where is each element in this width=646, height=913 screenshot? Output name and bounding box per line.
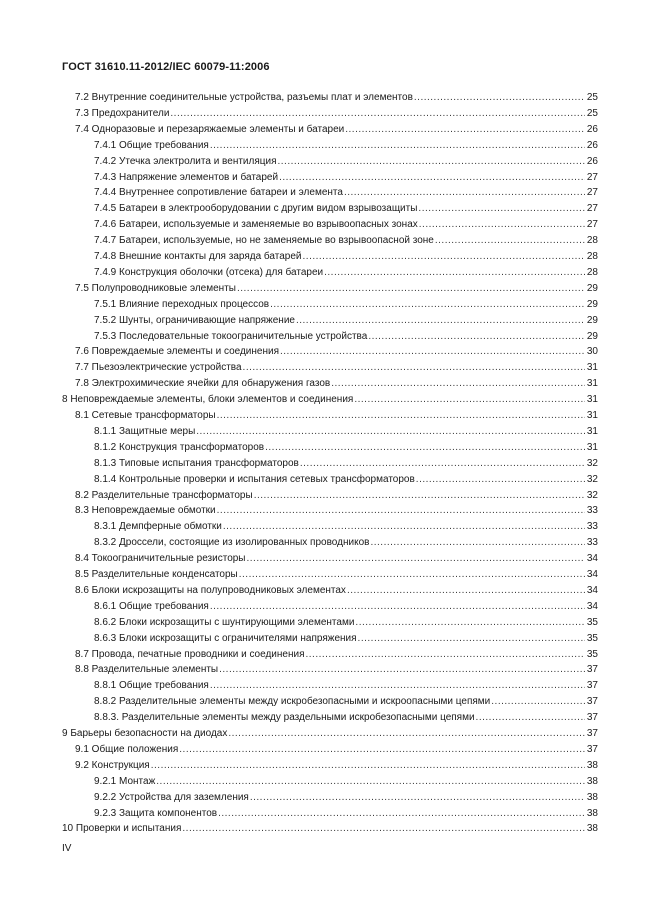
toc-entry[interactable] — [94, 186, 598, 200]
toc-entry[interactable] — [94, 807, 598, 821]
toc-dot-leader — [345, 123, 585, 137]
toc-dot-leader — [416, 473, 585, 487]
toc-entry-title: 7.4.4 Внутреннее сопротивление батареи и элемента — [94, 187, 343, 199]
toc-entry-title: 7.5.2 Шунты, ограничивающие напряжение — [94, 314, 295, 326]
toc-dot-leader — [305, 648, 585, 662]
toc-entry-page: 30 — [586, 346, 598, 358]
toc-entry-page: 38 — [586, 823, 598, 835]
toc-dot-leader — [476, 711, 585, 725]
toc-entry-title: 7.4.9 Конструкция оболочки (отсека) для батареи — [94, 266, 324, 278]
toc-dot-leader — [196, 425, 585, 439]
toc-dot-leader — [303, 250, 585, 264]
toc-entry[interactable] — [62, 822, 598, 836]
toc-entry-title: 8.1.3 Типовые испытания трансформаторов — [94, 457, 299, 469]
toc-entry[interactable] — [94, 171, 598, 185]
toc-entry-page: 37 — [586, 664, 598, 676]
toc-entry-title: 7.4.3 Напряжение элементов и батарей — [94, 171, 279, 183]
toc-entry[interactable] — [75, 409, 598, 423]
toc-entry-page: 34 — [586, 584, 598, 596]
toc-dot-leader — [237, 282, 585, 296]
toc-entry-title: 8.3 Неповреждаемые обмотки — [75, 505, 216, 517]
toc-entry-title: 9.2.3 Защита компонентов — [94, 807, 218, 819]
toc-entry-page: 37 — [586, 728, 598, 739]
toc-entry-title: 7.3 Предохранители — [75, 107, 170, 119]
toc-entry-title: 7.4.7 Батареи, используемые, но не заменяемые во взрывоопасной зоне — [94, 235, 434, 247]
toc-entry-page: 31 — [586, 425, 598, 437]
toc-entry[interactable] — [75, 584, 598, 598]
toc-entry[interactable] — [94, 441, 598, 455]
toc-dot-leader — [217, 504, 585, 518]
toc-entry[interactable] — [75, 489, 598, 503]
toc-entry-title: 7.7 Пьезоэлектрические устройства — [75, 362, 242, 374]
toc-entry-title: 8.6.2 Блоки искрозащиты с шунтирующими элементами — [94, 616, 355, 628]
toc-dot-leader — [296, 314, 585, 328]
toc-entry-title: 7.8 Электрохимические ячейки для обнаружения газов — [75, 378, 331, 390]
toc-entry-page: 35 — [586, 616, 598, 628]
toc-entry-title: 7.2 Внутренние соединительные устройства, разъемы плат и элементов — [75, 92, 413, 103]
toc-entry-page: 27 — [586, 171, 598, 183]
toc-entry-page: 37 — [586, 743, 598, 755]
toc-entry-title: 8.8 Разделительные элементы — [75, 664, 219, 676]
toc-dot-leader — [250, 791, 585, 805]
toc-entry-title: 8.6.1 Общие требования — [94, 600, 209, 612]
toc-dot-leader — [370, 536, 585, 550]
toc-entry[interactable] — [62, 393, 598, 407]
toc-entry-page: 27 — [586, 203, 598, 215]
toc-entry-page: 37 — [586, 712, 598, 724]
toc-entry-title: 8.3.2 Дроссели, состоящие из изолированных проводников — [94, 537, 370, 549]
toc-entry[interactable] — [75, 123, 598, 137]
toc-entry[interactable] — [94, 536, 598, 550]
toc-entry[interactable] — [94, 791, 598, 805]
toc-entry-page: 38 — [586, 791, 598, 803]
toc-entry-page: 34 — [586, 600, 598, 612]
toc-entry[interactable] — [75, 377, 598, 391]
toc-entry-page: 38 — [586, 775, 598, 787]
toc-entry-page: 34 — [586, 553, 598, 565]
toc-entry-title: 7.4.8 Внешние контакты для заряда батарей — [94, 251, 302, 262]
toc-entry-title: 8.6 Блоки искрозащиты на полупроводниковых элементах — [75, 584, 346, 596]
toc-entry-title: 7.5.1 Влияние переходных процессов — [94, 298, 270, 310]
toc-entry[interactable] — [75, 552, 598, 566]
toc-entry[interactable] — [94, 425, 598, 439]
toc-dot-leader — [435, 234, 585, 248]
toc-entry-page: 25 — [586, 107, 598, 119]
toc-entry[interactable] — [75, 648, 598, 662]
toc-entry[interactable] — [94, 202, 598, 216]
toc-entry-title: 10 Проверки и испытания — [62, 823, 182, 835]
toc-dot-leader — [270, 298, 585, 312]
toc-entry-page: 29 — [586, 282, 598, 294]
toc-entry-title: 7.6 Повреждаемые элементы и соединения — [75, 346, 279, 358]
toc-entry[interactable] — [94, 155, 598, 169]
toc-dot-leader — [170, 107, 585, 121]
toc-entry-title: 9.2 Конструкция — [75, 759, 150, 771]
toc-entry[interactable] — [94, 711, 598, 725]
toc-entry-title: 9 Барьеры безопасности на диодах — [62, 728, 228, 739]
toc-entry[interactable] — [75, 282, 598, 296]
toc-entry-page: 37 — [586, 696, 598, 708]
toc-entry[interactable] — [94, 139, 598, 153]
toc-dot-leader — [218, 807, 585, 821]
toc-entry-page: 26 — [586, 139, 598, 151]
toc-entry-title: 8.1.2 Конструкция трансформаторов — [94, 441, 265, 453]
toc-entry-title: 9.2.2 Устройства для заземления — [94, 791, 249, 803]
page-number: IV — [62, 843, 72, 854]
toc-dot-leader — [254, 489, 585, 503]
toc-entry-title: 7.5 Полупроводниковые элементы — [75, 282, 236, 294]
toc-dot-leader — [280, 345, 585, 359]
toc-entry[interactable] — [94, 234, 598, 248]
toc-entry-page: 26 — [586, 155, 598, 167]
toc-entry-page: 32 — [586, 457, 598, 469]
toc-entry[interactable] — [94, 330, 598, 344]
toc-entry-page: 31 — [586, 378, 598, 390]
toc-entry[interactable] — [75, 345, 598, 359]
toc-dot-leader — [210, 679, 585, 693]
toc-entry-title: 8 Неповреждаемые элементы, блоки элементов и соединения — [62, 394, 354, 406]
toc-entry-page: 31 — [586, 410, 598, 421]
toc-dot-leader — [355, 616, 585, 630]
toc-dot-leader — [324, 266, 585, 280]
toc-dot-leader — [414, 91, 585, 105]
toc-entry-page: 28 — [586, 251, 598, 262]
toc-entry-page: 27 — [586, 187, 598, 199]
toc-entry-title: 8.5 Разделительные конденсаторы — [75, 569, 238, 580]
toc-entry[interactable] — [94, 218, 598, 232]
toc-entry-title: 8.7 Провода, печатные проводники и соединения — [75, 648, 305, 660]
toc-entry-title: 8.1.4 Контрольные проверки и испытания сетевых трансформаторов — [94, 473, 415, 485]
toc-entry[interactable] — [94, 632, 598, 646]
toc-entry-page: 26 — [586, 123, 598, 135]
toc-entry[interactable] — [94, 250, 598, 264]
toc-dot-leader — [354, 393, 585, 407]
toc-dot-leader — [419, 218, 585, 232]
toc-entry-page: 28 — [586, 235, 598, 247]
toc-entry-page: 37 — [586, 680, 598, 692]
toc-dot-leader — [210, 600, 585, 614]
toc-dot-leader — [491, 695, 585, 709]
toc-entry-page: 33 — [586, 505, 598, 517]
toc-dot-leader — [210, 139, 585, 153]
toc-dot-leader — [182, 822, 585, 836]
toc-entry[interactable] — [75, 663, 598, 677]
toc-dot-leader — [243, 361, 585, 375]
toc-dot-leader — [223, 520, 585, 534]
toc-entry-page: 28 — [586, 266, 598, 278]
toc-entry-title: 8.1.1 Защитные меры — [94, 425, 196, 437]
toc-dot-leader — [265, 441, 585, 455]
toc-entry[interactable] — [94, 695, 598, 709]
toc-entry-title: 8.8.1 Общие требования — [94, 680, 209, 692]
toc-entry-page: 29 — [586, 314, 598, 326]
toc-entry-title: 8.4 Токоограничительные резисторы — [75, 553, 246, 565]
toc-dot-leader — [331, 377, 585, 391]
toc-entry[interactable] — [94, 457, 598, 471]
toc-entry-title: 7.5.3 Последовательные токоограничительные устройства — [94, 330, 368, 342]
toc-entry[interactable] — [94, 266, 598, 280]
toc-entry-title: 7.4.1 Общие требования — [94, 139, 209, 151]
toc-entry[interactable] — [94, 473, 598, 487]
toc-entry[interactable] — [94, 520, 598, 534]
toc-dot-leader — [358, 632, 585, 646]
toc-entry-page: 35 — [586, 632, 598, 644]
toc-entry[interactable] — [75, 504, 598, 518]
toc-dot-leader — [217, 409, 585, 423]
toc-entry-title: 8.3.1 Демпферные обмотки — [94, 521, 222, 533]
toc-entry-page: 31 — [586, 362, 598, 374]
toc-entry-title: 8.8.2 Разделительные элементы между искробезопасными и искроопасными цепями — [94, 696, 491, 708]
toc-entry-page: 38 — [586, 807, 598, 819]
toc-entry-title: 8.1 Сетевые трансформаторы — [75, 410, 216, 421]
toc-entry[interactable] — [94, 679, 598, 693]
toc-entry[interactable] — [75, 361, 598, 375]
toc-dot-leader — [344, 186, 585, 200]
toc-dot-leader — [219, 663, 585, 677]
toc-entry[interactable] — [62, 727, 598, 741]
toc-entry[interactable] — [75, 568, 598, 582]
toc-entry-title: 7.4.2 Утечка электролита и вентиляция — [94, 155, 277, 167]
toc-entry-title: 8.8.3. Разделительные элементы между раздельными искробезопасными цепями — [94, 712, 475, 724]
toc-entry[interactable] — [75, 759, 598, 773]
toc-entry-title: 8.2 Разделительные трансформаторы — [75, 489, 253, 501]
toc-entry-page: 32 — [586, 473, 598, 485]
toc-entry-page: 33 — [586, 521, 598, 533]
toc-dot-leader — [300, 457, 585, 471]
toc-dot-leader — [279, 171, 585, 185]
toc-entry-page: 32 — [586, 489, 598, 501]
toc-entry-title: 9.1 Общие положения — [75, 743, 179, 755]
toc-entry-title: 7.4 Одноразовые и перезаряжаемые элементы и батареи — [75, 123, 345, 135]
page-header — [62, 61, 270, 73]
page-footer — [62, 843, 71, 854]
toc-dot-leader — [156, 775, 585, 789]
toc-dot-leader — [418, 202, 585, 216]
toc-entry[interactable] — [75, 743, 598, 757]
toc-dot-leader — [347, 584, 585, 598]
toc-entry-title: 7.4.6 Батареи, используемые и заменяемые во взрывоопасных зонах — [94, 219, 418, 231]
toc-entry[interactable] — [94, 314, 598, 328]
toc-entry-title: 7.4.5 Батареи в электрооборудовании с другим видом взрывозащиты — [94, 203, 418, 215]
toc-dot-leader — [179, 743, 585, 757]
toc-entry[interactable] — [75, 107, 598, 121]
toc-entry[interactable] — [94, 600, 598, 614]
toc-entry[interactable] — [94, 775, 598, 789]
toc-entry-page: 27 — [586, 219, 598, 231]
toc-entry-page: 25 — [586, 92, 598, 103]
toc-dot-leader — [368, 330, 585, 344]
toc-dot-leader — [278, 155, 586, 169]
toc-entry-title: 9.2.1 Монтаж — [94, 775, 156, 787]
toc-dot-leader — [247, 552, 586, 566]
toc-dot-leader — [239, 568, 585, 582]
toc-entry[interactable] — [94, 298, 598, 312]
toc-entry-page: 38 — [586, 759, 598, 771]
toc-entry-page: 29 — [586, 298, 598, 310]
toc-entry-page: 34 — [586, 569, 598, 580]
toc-entry-page: 35 — [586, 648, 598, 660]
toc-entry-title: 8.6.3 Блоки искрозащиты с ограничителями напряжения — [94, 632, 357, 644]
toc-dot-leader — [228, 727, 585, 741]
toc-dot-leader — [151, 759, 585, 773]
toc-entry-page: 31 — [586, 441, 598, 453]
toc-entry-page: 33 — [586, 537, 598, 549]
toc-entry[interactable] — [94, 616, 598, 630]
document-title: ГОСТ 31610.11-2012/IEC 60079-11:2006 — [62, 61, 270, 73]
toc-entry-page: 29 — [586, 330, 598, 342]
toc-entry-page: 31 — [586, 394, 598, 406]
toc-entry[interactable] — [75, 91, 598, 105]
